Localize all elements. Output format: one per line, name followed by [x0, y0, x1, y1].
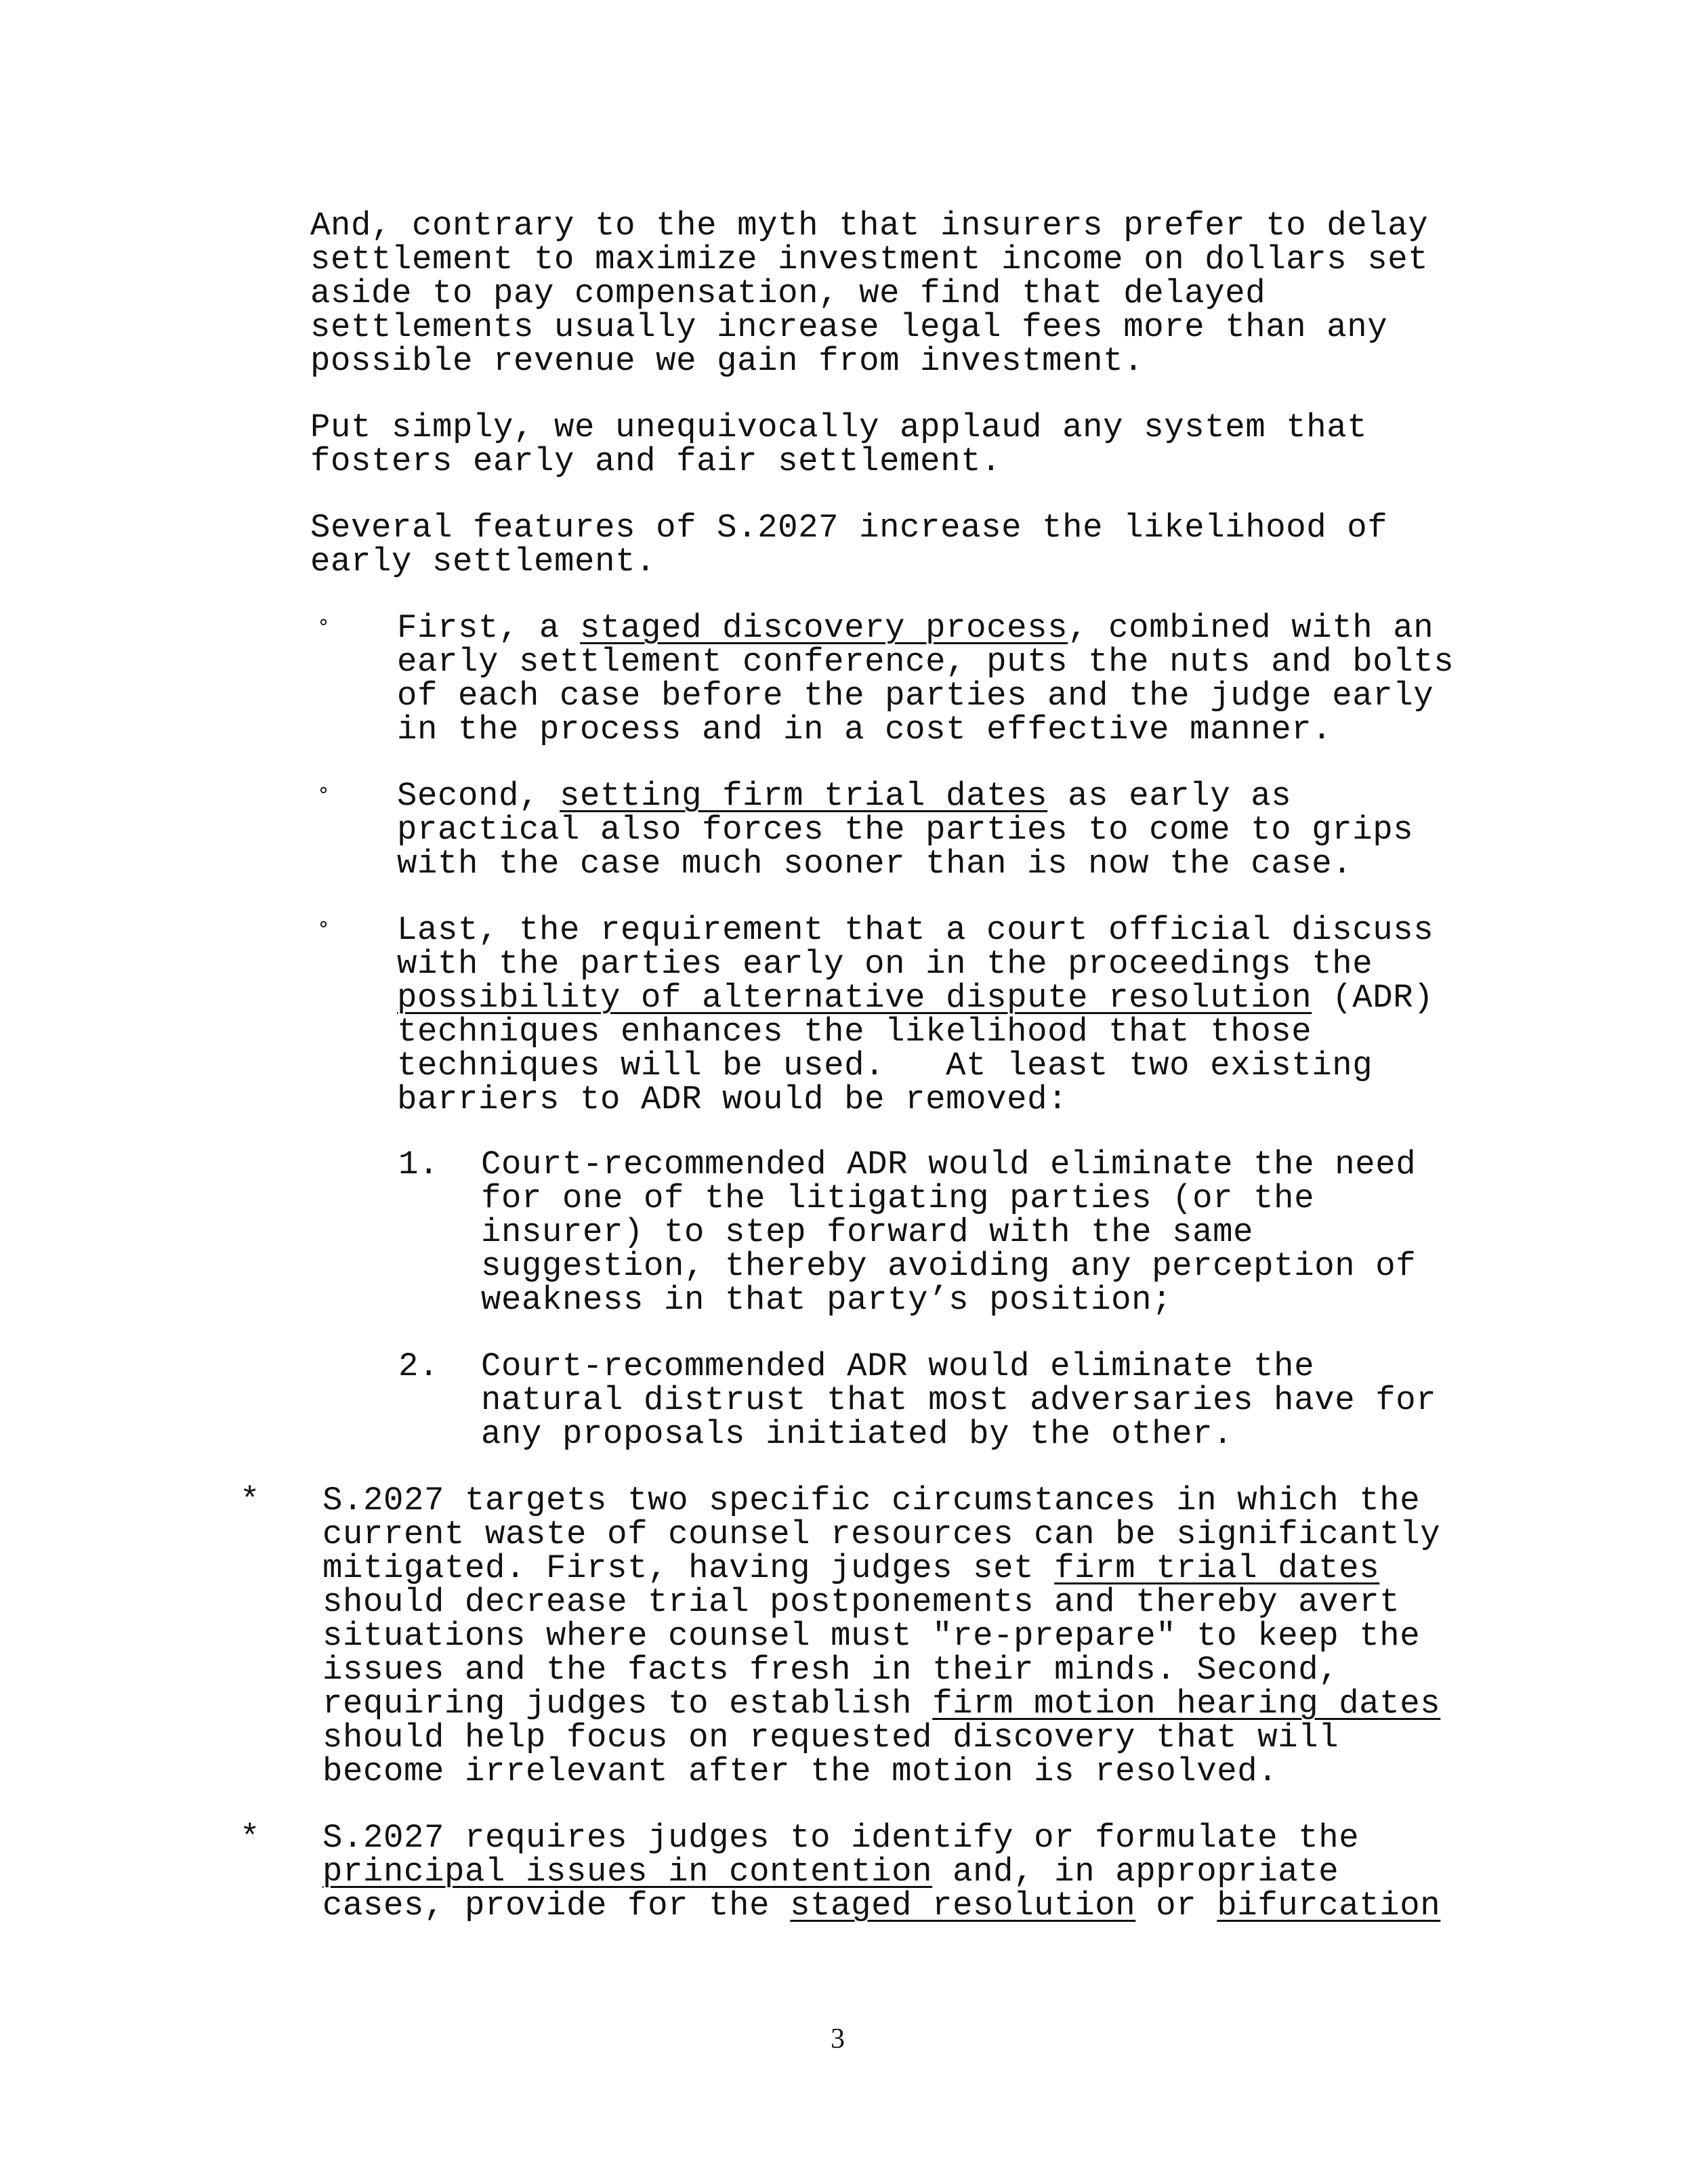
text-line: issues and the facts fresh in their minds. Second,: [322, 1651, 1339, 1689]
text-line: suggestion, thereby avoiding any perception of: [481, 1247, 1417, 1285]
underlined-term: setting firm trial dates: [560, 777, 1048, 815]
underlined-term: firm motion hearing dates: [932, 1685, 1441, 1723]
underlined-term: staged discovery process: [580, 609, 1068, 647]
text-line: in the process and in a cost effective manner.: [397, 711, 1333, 749]
text-span: Second,: [397, 777, 560, 815]
text-span: or: [1135, 1887, 1217, 1925]
text-line: with the case much sooner than is now the case.: [397, 845, 1353, 883]
text-span: mitigated. First, having judges set: [322, 1549, 1055, 1587]
text-line: [322, 1687, 1440, 1721]
bullet-marker: °: [318, 616, 329, 639]
text-span: First, a: [397, 609, 581, 647]
text-span: requiring judges to establish: [322, 1685, 933, 1723]
text-line: [322, 1551, 1379, 1585]
text-span: cases, provide for the: [322, 1887, 791, 1925]
text-line: weakness in that party’s position;: [481, 1281, 1173, 1319]
bullet-marker: °: [318, 918, 329, 942]
text-line: settlement to maximize investment income on dollars set: [310, 240, 1429, 278]
text-line: Several features of S.2027 increase the likelihood of: [310, 509, 1388, 547]
text-line: should decrease trial postponements and thereby avert: [322, 1583, 1400, 1621]
underlined-term: principal issues in contention: [322, 1853, 933, 1891]
text-line: Put simply, we unequivocally applaud any system that: [310, 408, 1368, 446]
text-span: , combined with an: [1068, 609, 1434, 647]
text-line: [397, 611, 1434, 645]
text-line: S.2027 requires judges to identify or formulate the: [322, 1819, 1360, 1857]
item-number: 1.: [398, 1146, 440, 1183]
text-line: any proposals initiated by the other.: [481, 1415, 1234, 1453]
text-line: And, contrary to the myth that insurers prefer to delay: [310, 207, 1429, 245]
text-line: settlements usually increase legal fees more than any: [310, 308, 1388, 346]
text-line: should help focus on requested discovery that will: [322, 1719, 1339, 1757]
text-line: S.2027 targets two specific circumstances in which the: [322, 1482, 1421, 1519]
text-span: and, in appropriate: [932, 1853, 1339, 1891]
text-line: of each case before the parties and the judge early: [397, 677, 1434, 715]
text-line: techniques enhances the likelihood that those: [397, 1013, 1312, 1051]
text-line: barriers to ADR would be removed:: [397, 1080, 1068, 1118]
underlined-term: staged resolution: [790, 1887, 1136, 1925]
bullet-marker: °: [318, 784, 329, 807]
underlined-term: possibility of alternative dispute resolution: [397, 979, 1312, 1017]
text-line: early settlement conference, puts the nuts and bolts: [397, 643, 1455, 681]
text-line: [322, 1889, 1440, 1923]
text-line: with the parties early on in the proceedings the: [397, 945, 1373, 983]
text-line: insurer) to step forward with the same: [481, 1213, 1254, 1251]
text-line: become irrelevant after the motion is resolved.: [322, 1752, 1278, 1790]
text-span: as early as: [1047, 777, 1292, 815]
text-line: early settlement.: [310, 543, 656, 581]
text-line: Court-recommended ADR would eliminate the need: [481, 1146, 1417, 1183]
underlined-term: firm trial dates: [1054, 1549, 1380, 1587]
text-line: Last, the requirement that a court official discuss: [397, 911, 1434, 949]
text-line: techniques will be used. At least two existing: [397, 1047, 1373, 1085]
text-line: natural distrust that most adversaries have for: [481, 1381, 1437, 1419]
underlined-term: bifurcation: [1217, 1887, 1441, 1925]
text-line: Court-recommended ADR would eliminate the: [481, 1347, 1315, 1385]
text-line: [397, 981, 1434, 1015]
text-line: fosters early and fair settlement.: [310, 442, 1002, 480]
text-span: (ADR): [1312, 979, 1434, 1017]
text-line: [397, 779, 1291, 813]
page-number: 3: [831, 2023, 845, 2055]
text-line: [322, 1855, 1339, 1889]
item-number: 2.: [398, 1347, 440, 1385]
star-bullet-marker: *: [240, 1482, 260, 1519]
text-line: current waste of counsel resources can be significantly: [322, 1515, 1441, 1553]
text-line: practical also forces the parties to come to grips: [397, 811, 1414, 849]
text-line: for one of the litigating parties (or the: [481, 1179, 1315, 1217]
text-line: possible revenue we gain from investment.: [310, 342, 1144, 380]
star-bullet-marker: *: [240, 1819, 260, 1857]
text-line: aside to pay compensation, we find that delayed: [310, 274, 1266, 312]
text-line: situations where counsel must "re-prepare" to keep the: [322, 1617, 1421, 1655]
